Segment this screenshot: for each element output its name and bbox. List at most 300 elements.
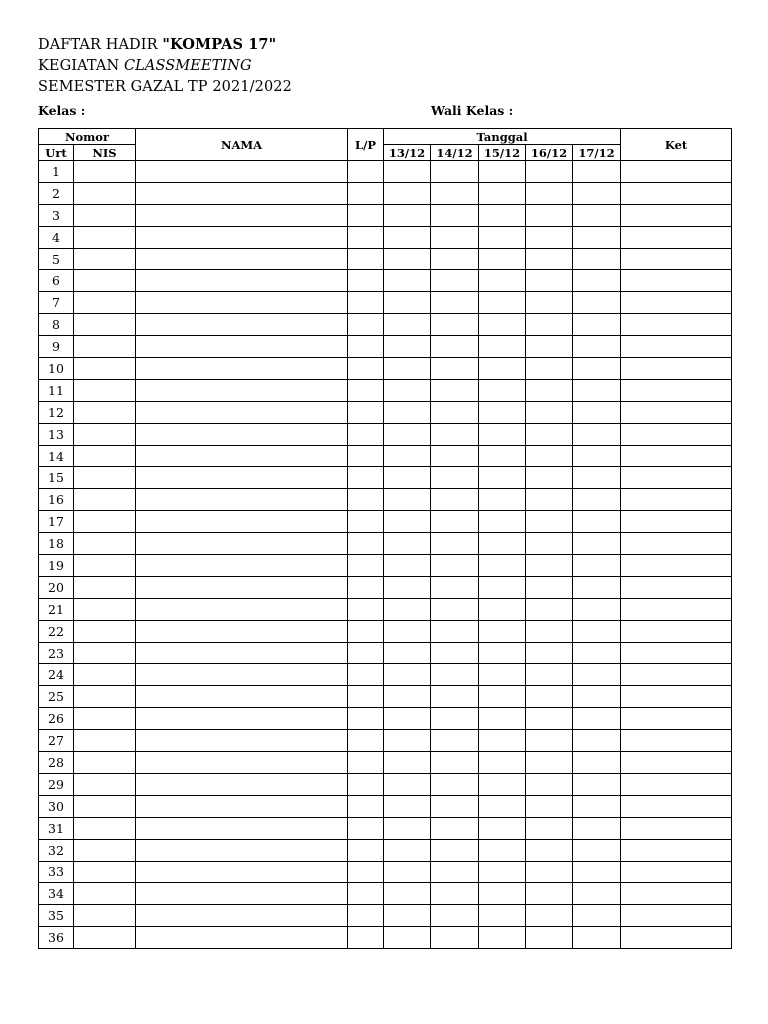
cell-date-2[interactable]: [431, 292, 479, 314]
cell-date-3[interactable]: [479, 314, 526, 336]
cell-lp[interactable]: [348, 708, 384, 730]
cell-nama[interactable]: [136, 467, 348, 489]
cell-lp[interactable]: [348, 248, 384, 270]
cell-date-2[interactable]: [431, 204, 479, 226]
cell-date-1[interactable]: [384, 248, 431, 270]
cell-lp[interactable]: [348, 292, 384, 314]
cell-date-3[interactable]: [479, 555, 526, 577]
cell-ket[interactable]: [621, 401, 732, 423]
cell-lp[interactable]: [348, 664, 384, 686]
cell-nama[interactable]: [136, 817, 348, 839]
cell-nis[interactable]: [74, 795, 136, 817]
cell-date-1[interactable]: [384, 379, 431, 401]
cell-nama[interactable]: [136, 664, 348, 686]
cell-date-1[interactable]: [384, 204, 431, 226]
cell-date-4[interactable]: [526, 467, 573, 489]
cell-date-5[interactable]: [573, 839, 621, 861]
cell-date-1[interactable]: [384, 620, 431, 642]
cell-date-4[interactable]: [526, 314, 573, 336]
cell-date-4[interactable]: [526, 861, 573, 883]
cell-date-5[interactable]: [573, 555, 621, 577]
cell-nis[interactable]: [74, 467, 136, 489]
cell-date-3[interactable]: [479, 686, 526, 708]
cell-date-5[interactable]: [573, 533, 621, 555]
cell-date-5[interactable]: [573, 773, 621, 795]
cell-lp[interactable]: [348, 533, 384, 555]
cell-date-1[interactable]: [384, 642, 431, 664]
cell-date-5[interactable]: [573, 423, 621, 445]
cell-nama[interactable]: [136, 795, 348, 817]
cell-lp[interactable]: [348, 620, 384, 642]
cell-date-2[interactable]: [431, 883, 479, 905]
cell-lp[interactable]: [348, 423, 384, 445]
cell-nama[interactable]: [136, 555, 348, 577]
cell-date-5[interactable]: [573, 664, 621, 686]
cell-ket[interactable]: [621, 839, 732, 861]
cell-nis[interactable]: [74, 861, 136, 883]
cell-ket[interactable]: [621, 445, 732, 467]
cell-date-2[interactable]: [431, 576, 479, 598]
cell-date-1[interactable]: [384, 598, 431, 620]
cell-nama[interactable]: [136, 686, 348, 708]
cell-date-4[interactable]: [526, 686, 573, 708]
cell-nis[interactable]: [74, 598, 136, 620]
cell-nis[interactable]: [74, 533, 136, 555]
cell-date-3[interactable]: [479, 161, 526, 183]
cell-lp[interactable]: [348, 861, 384, 883]
cell-nama[interactable]: [136, 752, 348, 774]
cell-nis[interactable]: [74, 555, 136, 577]
cell-date-3[interactable]: [479, 445, 526, 467]
cell-nama[interactable]: [136, 861, 348, 883]
cell-lp[interactable]: [348, 336, 384, 358]
cell-date-5[interactable]: [573, 379, 621, 401]
cell-date-5[interactable]: [573, 270, 621, 292]
cell-lp[interactable]: [348, 883, 384, 905]
cell-nis[interactable]: [74, 314, 136, 336]
cell-ket[interactable]: [621, 642, 732, 664]
cell-date-3[interactable]: [479, 270, 526, 292]
cell-date-4[interactable]: [526, 336, 573, 358]
cell-date-1[interactable]: [384, 773, 431, 795]
cell-date-3[interactable]: [479, 664, 526, 686]
cell-ket[interactable]: [621, 467, 732, 489]
cell-date-3[interactable]: [479, 905, 526, 927]
cell-lp[interactable]: [348, 204, 384, 226]
cell-date-5[interactable]: [573, 511, 621, 533]
cell-date-1[interactable]: [384, 423, 431, 445]
cell-lp[interactable]: [348, 576, 384, 598]
cell-date-5[interactable]: [573, 817, 621, 839]
cell-ket[interactable]: [621, 533, 732, 555]
cell-ket[interactable]: [621, 576, 732, 598]
cell-nama[interactable]: [136, 401, 348, 423]
cell-lp[interactable]: [348, 226, 384, 248]
cell-date-5[interactable]: [573, 445, 621, 467]
cell-nama[interactable]: [136, 204, 348, 226]
cell-date-4[interactable]: [526, 270, 573, 292]
cell-date-2[interactable]: [431, 795, 479, 817]
cell-nama[interactable]: [136, 161, 348, 183]
cell-date-2[interactable]: [431, 226, 479, 248]
cell-nis[interactable]: [74, 773, 136, 795]
cell-date-4[interactable]: [526, 445, 573, 467]
cell-date-2[interactable]: [431, 401, 479, 423]
cell-nis[interactable]: [74, 204, 136, 226]
cell-date-1[interactable]: [384, 795, 431, 817]
cell-date-1[interactable]: [384, 708, 431, 730]
cell-date-2[interactable]: [431, 336, 479, 358]
cell-lp[interactable]: [348, 730, 384, 752]
cell-date-5[interactable]: [573, 161, 621, 183]
cell-date-1[interactable]: [384, 752, 431, 774]
cell-date-2[interactable]: [431, 686, 479, 708]
cell-date-2[interactable]: [431, 861, 479, 883]
cell-date-1[interactable]: [384, 182, 431, 204]
cell-nis[interactable]: [74, 248, 136, 270]
cell-date-2[interactable]: [431, 773, 479, 795]
cell-date-2[interactable]: [431, 489, 479, 511]
cell-lp[interactable]: [348, 598, 384, 620]
cell-date-3[interactable]: [479, 336, 526, 358]
cell-nis[interactable]: [74, 927, 136, 949]
cell-lp[interactable]: [348, 905, 384, 927]
cell-date-1[interactable]: [384, 861, 431, 883]
cell-date-2[interactable]: [431, 620, 479, 642]
cell-ket[interactable]: [621, 664, 732, 686]
cell-date-5[interactable]: [573, 883, 621, 905]
cell-date-4[interactable]: [526, 752, 573, 774]
cell-date-2[interactable]: [431, 927, 479, 949]
cell-ket[interactable]: [621, 204, 732, 226]
cell-nama[interactable]: [136, 423, 348, 445]
cell-nis[interactable]: [74, 664, 136, 686]
cell-date-1[interactable]: [384, 927, 431, 949]
cell-date-1[interactable]: [384, 533, 431, 555]
cell-date-3[interactable]: [479, 795, 526, 817]
cell-date-5[interactable]: [573, 248, 621, 270]
cell-date-4[interactable]: [526, 576, 573, 598]
cell-date-1[interactable]: [384, 226, 431, 248]
cell-ket[interactable]: [621, 598, 732, 620]
cell-date-1[interactable]: [384, 686, 431, 708]
cell-date-4[interactable]: [526, 423, 573, 445]
cell-date-3[interactable]: [479, 379, 526, 401]
cell-nis[interactable]: [74, 576, 136, 598]
cell-nama[interactable]: [136, 620, 348, 642]
cell-nis[interactable]: [74, 620, 136, 642]
cell-nama[interactable]: [136, 905, 348, 927]
cell-nama[interactable]: [136, 336, 348, 358]
cell-lp[interactable]: [348, 161, 384, 183]
cell-date-1[interactable]: [384, 270, 431, 292]
cell-date-3[interactable]: [479, 752, 526, 774]
cell-ket[interactable]: [621, 292, 732, 314]
cell-date-2[interactable]: [431, 445, 479, 467]
cell-date-5[interactable]: [573, 686, 621, 708]
cell-lp[interactable]: [348, 839, 384, 861]
cell-date-3[interactable]: [479, 620, 526, 642]
cell-nis[interactable]: [74, 182, 136, 204]
cell-date-4[interactable]: [526, 161, 573, 183]
cell-date-3[interactable]: [479, 708, 526, 730]
cell-nama[interactable]: [136, 598, 348, 620]
cell-date-2[interactable]: [431, 642, 479, 664]
cell-nama[interactable]: [136, 358, 348, 380]
cell-ket[interactable]: [621, 555, 732, 577]
cell-date-2[interactable]: [431, 270, 479, 292]
cell-date-1[interactable]: [384, 358, 431, 380]
cell-lp[interactable]: [348, 445, 384, 467]
cell-nis[interactable]: [74, 752, 136, 774]
cell-nis[interactable]: [74, 905, 136, 927]
cell-date-5[interactable]: [573, 336, 621, 358]
cell-date-5[interactable]: [573, 752, 621, 774]
cell-nis[interactable]: [74, 161, 136, 183]
cell-date-2[interactable]: [431, 161, 479, 183]
cell-ket[interactable]: [621, 336, 732, 358]
cell-ket[interactable]: [621, 817, 732, 839]
cell-nis[interactable]: [74, 445, 136, 467]
cell-date-5[interactable]: [573, 708, 621, 730]
cell-nama[interactable]: [136, 839, 348, 861]
cell-nis[interactable]: [74, 489, 136, 511]
cell-nama[interactable]: [136, 533, 348, 555]
cell-date-1[interactable]: [384, 489, 431, 511]
cell-ket[interactable]: [621, 379, 732, 401]
cell-date-4[interactable]: [526, 795, 573, 817]
cell-date-3[interactable]: [479, 927, 526, 949]
cell-date-2[interactable]: [431, 423, 479, 445]
cell-date-2[interactable]: [431, 533, 479, 555]
cell-ket[interactable]: [621, 489, 732, 511]
cell-nis[interactable]: [74, 730, 136, 752]
cell-date-1[interactable]: [384, 817, 431, 839]
cell-date-4[interactable]: [526, 204, 573, 226]
cell-lp[interactable]: [348, 555, 384, 577]
cell-date-1[interactable]: [384, 883, 431, 905]
cell-date-5[interactable]: [573, 401, 621, 423]
cell-nis[interactable]: [74, 839, 136, 861]
cell-ket[interactable]: [621, 270, 732, 292]
cell-nis[interactable]: [74, 423, 136, 445]
cell-ket[interactable]: [621, 226, 732, 248]
cell-date-3[interactable]: [479, 773, 526, 795]
cell-date-3[interactable]: [479, 839, 526, 861]
cell-date-3[interactable]: [479, 533, 526, 555]
cell-date-2[interactable]: [431, 182, 479, 204]
cell-date-4[interactable]: [526, 226, 573, 248]
cell-date-4[interactable]: [526, 664, 573, 686]
cell-date-4[interactable]: [526, 489, 573, 511]
cell-date-4[interactable]: [526, 730, 573, 752]
cell-date-4[interactable]: [526, 248, 573, 270]
cell-date-4[interactable]: [526, 927, 573, 949]
cell-date-3[interactable]: [479, 292, 526, 314]
cell-date-4[interactable]: [526, 905, 573, 927]
cell-ket[interactable]: [621, 730, 732, 752]
cell-date-3[interactable]: [479, 489, 526, 511]
cell-date-4[interactable]: [526, 708, 573, 730]
cell-lp[interactable]: [348, 752, 384, 774]
cell-ket[interactable]: [621, 883, 732, 905]
cell-date-4[interactable]: [526, 533, 573, 555]
cell-date-3[interactable]: [479, 883, 526, 905]
cell-nis[interactable]: [74, 358, 136, 380]
cell-lp[interactable]: [348, 379, 384, 401]
cell-lp[interactable]: [348, 314, 384, 336]
cell-date-1[interactable]: [384, 336, 431, 358]
cell-nama[interactable]: [136, 292, 348, 314]
cell-ket[interactable]: [621, 423, 732, 445]
cell-nama[interactable]: [136, 270, 348, 292]
cell-date-1[interactable]: [384, 401, 431, 423]
cell-date-2[interactable]: [431, 379, 479, 401]
cell-date-4[interactable]: [526, 817, 573, 839]
cell-date-3[interactable]: [479, 358, 526, 380]
cell-nama[interactable]: [136, 773, 348, 795]
cell-date-5[interactable]: [573, 620, 621, 642]
cell-nama[interactable]: [136, 248, 348, 270]
cell-date-1[interactable]: [384, 576, 431, 598]
cell-lp[interactable]: [348, 489, 384, 511]
cell-date-1[interactable]: [384, 445, 431, 467]
cell-date-4[interactable]: [526, 358, 573, 380]
cell-nama[interactable]: [136, 314, 348, 336]
cell-date-1[interactable]: [384, 511, 431, 533]
cell-nama[interactable]: [136, 445, 348, 467]
cell-lp[interactable]: [348, 401, 384, 423]
cell-nis[interactable]: [74, 817, 136, 839]
cell-date-2[interactable]: [431, 708, 479, 730]
cell-date-1[interactable]: [384, 555, 431, 577]
cell-date-3[interactable]: [479, 861, 526, 883]
cell-ket[interactable]: [621, 314, 732, 336]
cell-date-2[interactable]: [431, 555, 479, 577]
cell-lp[interactable]: [348, 642, 384, 664]
cell-date-4[interactable]: [526, 620, 573, 642]
cell-date-5[interactable]: [573, 226, 621, 248]
cell-date-1[interactable]: [384, 314, 431, 336]
cell-nama[interactable]: [136, 927, 348, 949]
cell-date-5[interactable]: [573, 927, 621, 949]
cell-date-5[interactable]: [573, 642, 621, 664]
cell-nama[interactable]: [136, 511, 348, 533]
cell-date-4[interactable]: [526, 511, 573, 533]
cell-nis[interactable]: [74, 379, 136, 401]
cell-date-4[interactable]: [526, 379, 573, 401]
cell-date-4[interactable]: [526, 642, 573, 664]
cell-nis[interactable]: [74, 226, 136, 248]
cell-ket[interactable]: [621, 708, 732, 730]
cell-date-5[interactable]: [573, 598, 621, 620]
cell-date-5[interactable]: [573, 292, 621, 314]
cell-date-1[interactable]: [384, 467, 431, 489]
cell-date-4[interactable]: [526, 839, 573, 861]
cell-date-5[interactable]: [573, 314, 621, 336]
cell-nama[interactable]: [136, 642, 348, 664]
cell-date-2[interactable]: [431, 511, 479, 533]
cell-date-5[interactable]: [573, 861, 621, 883]
cell-date-3[interactable]: [479, 576, 526, 598]
cell-nama[interactable]: [136, 883, 348, 905]
cell-nama[interactable]: [136, 730, 348, 752]
cell-date-2[interactable]: [431, 839, 479, 861]
cell-date-5[interactable]: [573, 905, 621, 927]
cell-nis[interactable]: [74, 883, 136, 905]
cell-nama[interactable]: [136, 489, 348, 511]
cell-lp[interactable]: [348, 927, 384, 949]
cell-nama[interactable]: [136, 708, 348, 730]
cell-date-2[interactable]: [431, 664, 479, 686]
cell-date-3[interactable]: [479, 642, 526, 664]
cell-date-5[interactable]: [573, 730, 621, 752]
cell-lp[interactable]: [348, 511, 384, 533]
cell-lp[interactable]: [348, 358, 384, 380]
cell-nis[interactable]: [74, 708, 136, 730]
cell-nama[interactable]: [136, 576, 348, 598]
cell-lp[interactable]: [348, 270, 384, 292]
cell-date-4[interactable]: [526, 401, 573, 423]
cell-date-3[interactable]: [479, 598, 526, 620]
cell-date-4[interactable]: [526, 883, 573, 905]
cell-nama[interactable]: [136, 226, 348, 248]
cell-date-3[interactable]: [479, 401, 526, 423]
cell-date-5[interactable]: [573, 795, 621, 817]
cell-nis[interactable]: [74, 270, 136, 292]
cell-date-1[interactable]: [384, 839, 431, 861]
cell-date-4[interactable]: [526, 773, 573, 795]
cell-ket[interactable]: [621, 686, 732, 708]
cell-ket[interactable]: [621, 511, 732, 533]
cell-nama[interactable]: [136, 182, 348, 204]
cell-date-3[interactable]: [479, 423, 526, 445]
cell-ket[interactable]: [621, 358, 732, 380]
cell-date-5[interactable]: [573, 467, 621, 489]
cell-lp[interactable]: [348, 817, 384, 839]
cell-date-2[interactable]: [431, 817, 479, 839]
cell-ket[interactable]: [621, 752, 732, 774]
cell-date-4[interactable]: [526, 555, 573, 577]
cell-ket[interactable]: [621, 182, 732, 204]
cell-date-5[interactable]: [573, 182, 621, 204]
cell-lp[interactable]: [348, 795, 384, 817]
cell-date-4[interactable]: [526, 182, 573, 204]
cell-date-3[interactable]: [479, 730, 526, 752]
cell-ket[interactable]: [621, 861, 732, 883]
cell-date-2[interactable]: [431, 598, 479, 620]
cell-lp[interactable]: [348, 182, 384, 204]
cell-ket[interactable]: [621, 905, 732, 927]
cell-date-3[interactable]: [479, 204, 526, 226]
cell-date-4[interactable]: [526, 598, 573, 620]
cell-ket[interactable]: [621, 161, 732, 183]
cell-ket[interactable]: [621, 795, 732, 817]
cell-date-5[interactable]: [573, 489, 621, 511]
cell-lp[interactable]: [348, 467, 384, 489]
cell-date-1[interactable]: [384, 905, 431, 927]
cell-nis[interactable]: [74, 336, 136, 358]
cell-date-3[interactable]: [479, 182, 526, 204]
cell-lp[interactable]: [348, 686, 384, 708]
cell-nis[interactable]: [74, 292, 136, 314]
cell-date-2[interactable]: [431, 358, 479, 380]
cell-ket[interactable]: [621, 773, 732, 795]
cell-date-2[interactable]: [431, 314, 479, 336]
cell-date-2[interactable]: [431, 467, 479, 489]
cell-date-1[interactable]: [384, 664, 431, 686]
cell-date-2[interactable]: [431, 752, 479, 774]
